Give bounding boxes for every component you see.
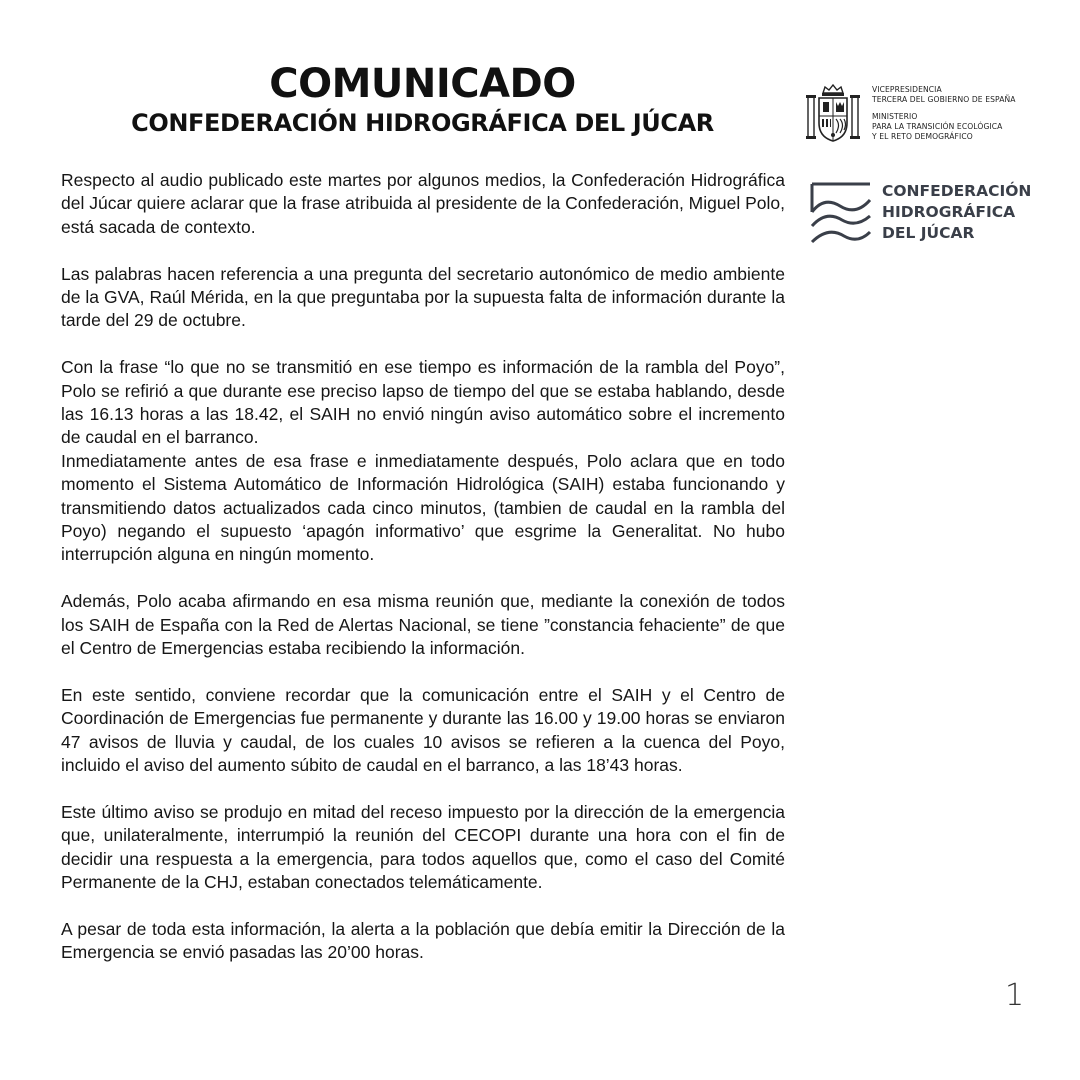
press-release-body bbox=[61, 169, 785, 988]
paragraph-6: En este sentido, conviene recordar que la comunicación entre el SAIH y el Centro de Coordinación de Emergencias fue permanente y durante las 16.00 y 19.00 horas se enviaron 47 avisos de lluvia y caudal, de los cuales 10 avisos se refieren a la cuenca del Poyo, incluido el aviso del aumento súbito de caudal en el barranco, a las 18’43 horas. bbox=[61, 684, 785, 776]
paragraph-5: Además, Polo acaba afirmando en esa misma reunión que, mediante la conexión de todos los SAIH de España con la Red de Alertas Nacional, se tiene ”constancia fehaciente” de que el Centro de Emergencias estaba recibiendo la información. bbox=[61, 591, 785, 659]
paragraph-8: A pesar de toda esta información, la alerta a la población que debía emitir la Dirección de la Emergencia se envió pasadas las 20’00 horas. bbox=[61, 918, 785, 963]
ministry-line-5: Y EL RETO DEMOGRÁFICO bbox=[872, 132, 973, 141]
paragraph-2: Las palabras hacen referencia a una pregunta del secretario autonómico de medio ambiente de la GVA, Raúl Mérida, en la que preguntaba por la supuesta falta de información durante la tarde del 29 de octubre. bbox=[61, 263, 785, 331]
chj-line-2: HIDROGRÁFICA bbox=[882, 203, 1016, 221]
ministry-line-4: PARA LA TRANSICIÓN ECOLÓGICA bbox=[872, 122, 1003, 131]
paragraph-7: Este último aviso se produjo en mitad del receso impuesto por la dirección de la emergencia que, unilateralmente, interrumpió la reunión del CECOPI durante una hora con el fin de decidir una respuesta a la emergencia, para todos aquellos que, como el caso del Comité Permanente de la CHJ, estaban conectados telemáticamente. bbox=[61, 801, 785, 893]
chj-line-3: DEL JÚCAR bbox=[882, 224, 975, 242]
ministry-line-1: VICEPRESIDENCIA bbox=[872, 85, 942, 94]
paragraph-1: Respecto al audio publicado este martes por algunos medios, la Confederación Hidrográfica del Júcar quiere aclarar que la frase atribuida al presidente de la Confederación, Miguel Polo, está sacada de contexto. bbox=[61, 170, 785, 237]
paragraph-4: Inmediatamente antes de esa frase e inmediatamente después, Polo aclara que en todo momento el Sistema Automático de Información Hidrológica (SAIH) estaba funcionando y transmitiendo datos actualizados cada cinco minutos, (tambien de caudal en la rambla del Poyo) negando el supuesto ‘apagón informativo’ que esgrime la Generalitat. No hubo interrupción alguna en ningún momento. bbox=[61, 450, 785, 565]
coat-of-arms-icon bbox=[805, 83, 861, 147]
ministry-logo bbox=[805, 83, 1055, 153]
ministry-line-2: TERCERA DEL GOBIERNO DE ESPAÑA bbox=[872, 95, 1016, 104]
river-waves-icon bbox=[810, 182, 872, 246]
document-header bbox=[60, 60, 785, 138]
page-number: 1 bbox=[1005, 978, 1025, 1013]
page-title: COMUNICADO bbox=[269, 61, 576, 107]
ministry-line-3: MINISTERIO bbox=[872, 112, 918, 121]
paragraph-3: Con la frase “lo que no se transmitió en ese tiempo es información de la rambla del Poyo”, Polo se refirió a que durante ese preciso lapso de tiempo del que se estaba hablando, desde las 16.13 horas a las 18.42, el SAIH no envió ningún aviso automático sobre el incremento de caudal en el barranco. bbox=[61, 357, 785, 448]
page-subtitle: CONFEDERACIÓN HIDROGRÁFICA DEL JÚCAR bbox=[131, 109, 714, 137]
chj-line-1: CONFEDERACIÓN bbox=[882, 182, 1032, 200]
chj-logo bbox=[810, 180, 1050, 250]
